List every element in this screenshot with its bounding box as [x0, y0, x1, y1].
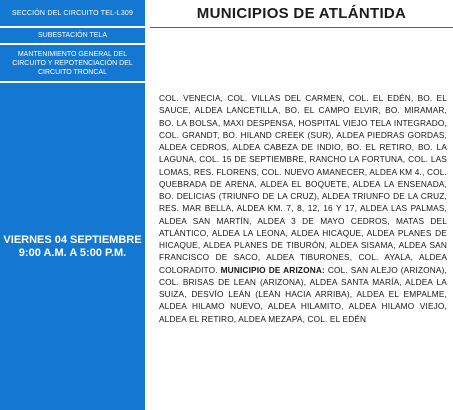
work-description-text: MANTENIMIENTO GENERAL DEL CIRCUITO Y REPOTENCIACIÓN DEL CIRCUITO TRONCAL	[12, 50, 133, 76]
areas-list-arizona: COL. SAN ALEJO (ARIZONA), COL. BRISAS DE LEAN (ARIZONA), ALDEA SANTA MARÍA, ALDEA LA SUIZA, DESVÍO LEÁN (LEÁN HACIA ARRIBA), ALDEA EL EMPALME, ALDEA HILAMO NUEVO, ALDEA HILAMITO, ALDEA HILAMO VIEJO, ALDEA EL RETIRO, ALDEA MEZAPA, COL. EL EDÉN	[159, 264, 447, 324]
time-range-text: 9:00 A.M. A 5:00 P.M.	[18, 246, 127, 259]
schedule-column	[0, 0, 145, 410]
circuit-section-label	[0, 0, 145, 28]
substation-text: SUBESTACIÓN TELA	[38, 32, 107, 39]
municipality-arizona-label: MUNICIPIO DE ARIZONA:	[220, 264, 325, 275]
substation-label	[0, 28, 145, 45]
work-description	[0, 45, 145, 83]
page-title: MUNICIPIOS DE ATLÁNTIDA	[196, 5, 407, 22]
affected-areas-text	[159, 92, 447, 325]
municipalities-header	[150, 0, 453, 28]
date-text: VIERNES 04 SEPTIEMBRE	[3, 233, 142, 246]
schedule-date	[0, 83, 145, 410]
areas-list-tela: COL. VENECIA, COL. VILLAS DEL CARMEN, COL. EL EDÉN, BO. EL SAUCE, ALDEA LANCETILLA, BO. EL CAMPO ELVIR, BO. MIRAMAR, BO. LA BOLSA, MAXI DESPENSA, HOSPITAL VIEJO TELA INTEGRADO, COL. GRANDT, BO. HILAND CREEK (SUR), ALDEA PIEDRAS GORDAS, ALDEA CEDROS, ALDEA CABEZA DE INDIO, BO. EL RETIRO, BO. LA LAGUNA, COL. 15 DE SEPTIEMBRE, RANCHO LA FORTUNA, COL. LAS LOMAS, RES. FLORENS, COL. NUEVO AMANECER, ALDEA KM 4., COL. QUEBRADA DE ARENA, ALDEA EL BOQUETE, ALDEA LA ENSENADA, BO. DELICIAS (TRIUNFO DE LA CRUZ), ALDEA TRIUNFO DE LA CRUZ, RES. MAR BELLA, ALDEA KM. 7, 8, 12, 16 Y 17, ALDEA LAS PALMAS, ALDEA SAN MARTÍN, ALDEA 3 DE MAYO CEDROS, MATAS DEL ATLÁNTICO, ALDEA LA LEONA, ALDEA HICAQUE, ALDEA PLANES DE HICAQUE, ALDEA PLANES DE TIBURÓN, ALDEA SISAMA, ALDEA SAN FRANCISCO DE SACO, ALDEA TIBURONES, COL. AYALA, ALDEA COLORADITO.	[159, 93, 447, 275]
circuit-section-text: SECCIÓN DEL CIRCUITO TEL-L309	[11, 9, 134, 17]
